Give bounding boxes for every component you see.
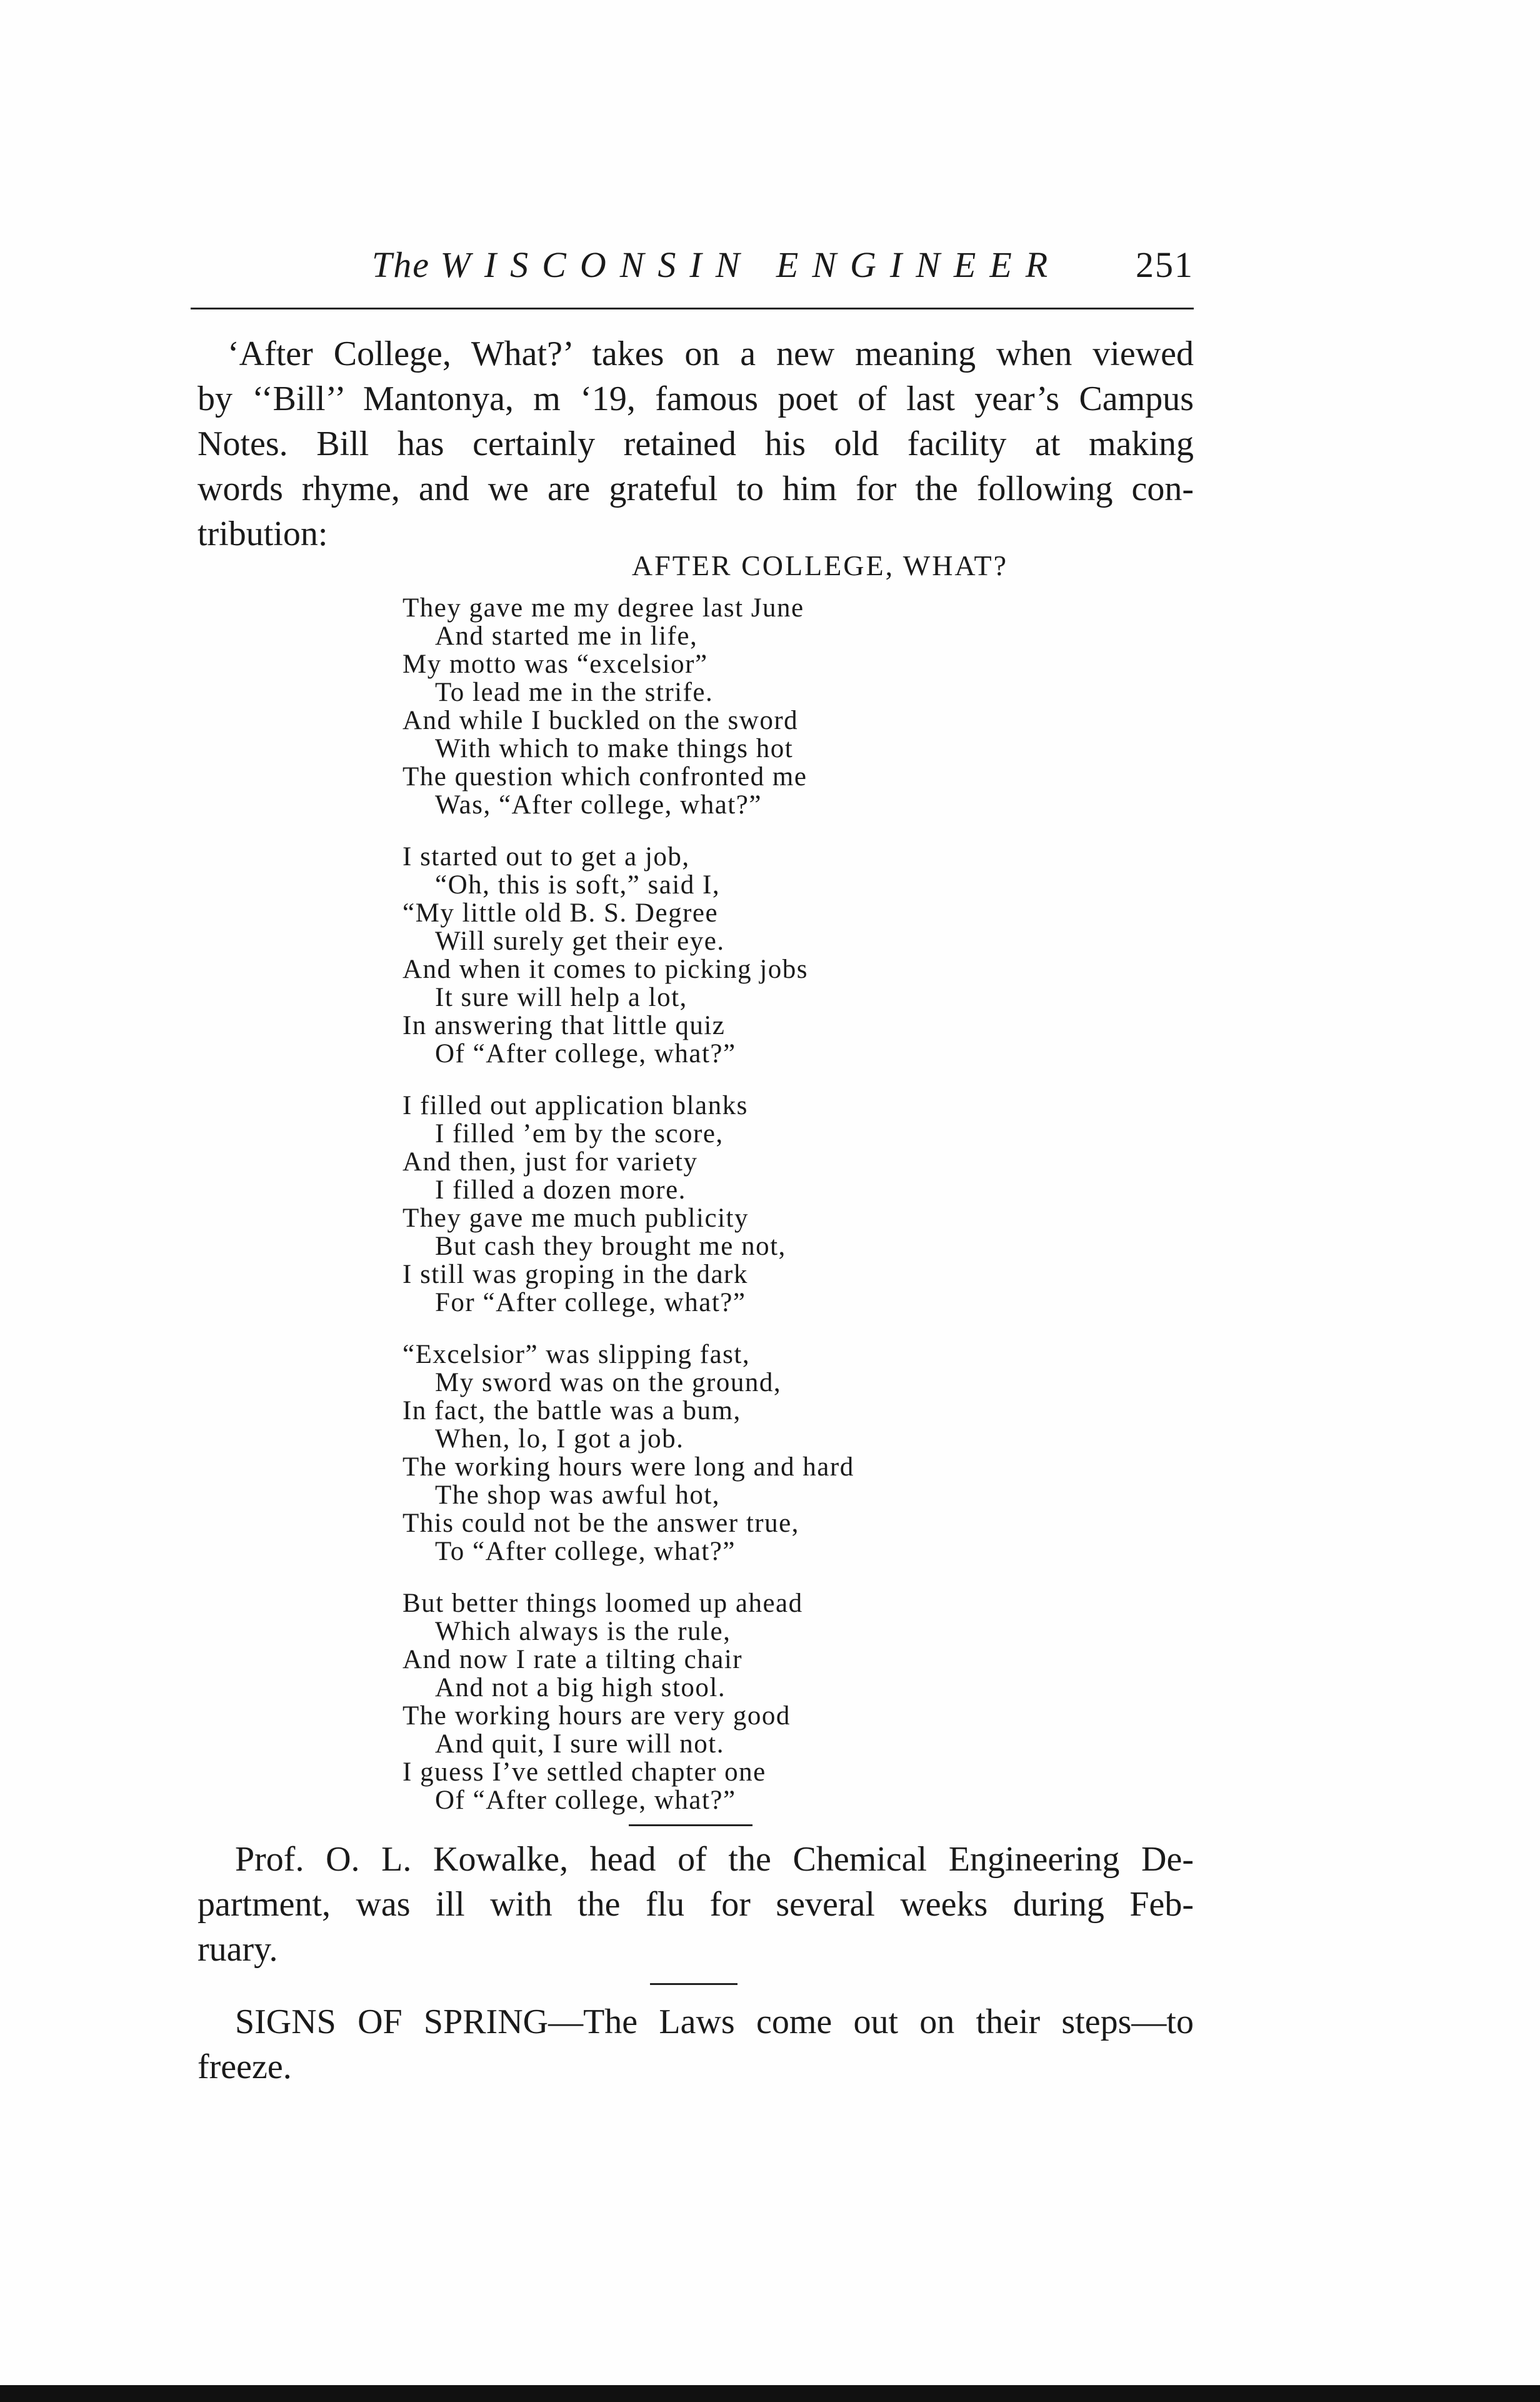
intro-line: Notes. Bill has certainly retained his old facility at making	[198, 425, 1194, 463]
running-title	[372, 244, 1061, 286]
poem-stanza	[402, 843, 854, 1068]
poem-verse: And now I rate a tilting chair	[402, 1645, 743, 1674]
intro-paragraph	[198, 331, 1194, 556]
note-line: Prof. O. L. Kowalke, head of the Chemical Engineering De-	[235, 1840, 1194, 1879]
separator-rule	[650, 1983, 738, 1985]
poem-stanza	[402, 1589, 854, 1814]
running-title-main: WISCONSIN ENGINEER	[440, 244, 1062, 285]
intro-line: tribution:	[198, 515, 328, 553]
poem-verse: And quit, I sure will not.	[435, 1729, 724, 1759]
poem-verse: And when it comes to picking jobs	[402, 955, 809, 984]
poem-verse: The shop was awful hot,	[435, 1480, 721, 1510]
header-rule	[191, 308, 1194, 309]
poem-verse: The working hours were long and hard	[402, 1452, 854, 1482]
poem-verse: Which always is the rule,	[435, 1617, 731, 1646]
poem-title: AFTER COLLEGE, WHAT?	[631, 550, 1009, 581]
poem-verse: “My little old B. S. Degree	[402, 898, 719, 928]
poem-verse: In fact, the battle was a bum,	[402, 1396, 741, 1425]
poem-verse: It sure will help a lot,	[435, 983, 688, 1012]
poem-verse: I guess I’ve settled chapter one	[402, 1757, 766, 1787]
note-kowalke	[198, 1837, 1194, 1972]
note-line: ruary.	[198, 1930, 278, 1969]
poem-verse: With which to make things hot	[435, 734, 794, 763]
poem-verse: I started out to get a job,	[402, 842, 690, 872]
poem-verse: Was, “After college, what?”	[435, 790, 762, 820]
note-line: partment, was ill with the flu for several weeks during Feb-	[198, 1885, 1194, 1924]
poem-verse: They gave me much publicity	[402, 1204, 749, 1233]
poem-verse: “Excelsior” was slipping fast,	[402, 1340, 751, 1369]
poem-verse: I still was groping in the dark	[402, 1260, 748, 1289]
poem-verse: Will surely get their eye.	[435, 927, 725, 956]
running-head	[191, 244, 1194, 294]
poem-verse: “Oh, this is soft,” said I,	[435, 870, 721, 900]
poem-verse: To lead me in the strife.	[435, 678, 714, 707]
poem-verse: But cash they brought me not,	[435, 1232, 786, 1261]
poem-verse: For “After college, what?”	[435, 1288, 746, 1317]
poem-verse: They gave me my degree last June	[402, 593, 804, 623]
intro-line: by ‘‘Bill’’ Mantonya, m ‘19, famous poet of last year’s Campus	[198, 379, 1194, 418]
poem-verse: To “After college, what?”	[435, 1537, 736, 1566]
poem-stanza	[402, 594, 854, 819]
poem-verse: And while I buckled on the sword	[402, 706, 799, 735]
separator-rule	[629, 1824, 752, 1826]
poem-verse: Of “After college, what?”	[435, 1786, 736, 1815]
note-line: freeze.	[198, 2048, 292, 2086]
poem-verse: The working hours are very good	[402, 1701, 791, 1731]
poem-verse: My sword was on the ground,	[435, 1368, 782, 1397]
note-signs-of-spring	[198, 1999, 1194, 2089]
poem-verse: And not a big high stool.	[435, 1673, 726, 1702]
poem-stanza	[402, 1340, 854, 1565]
intro-line: ‘After College, What?’ takes on a new meaning when viewed	[228, 334, 1194, 373]
poem-verse: And then, just for variety	[402, 1147, 698, 1177]
running-title-prefix: The	[372, 244, 430, 285]
page-number: 251	[1136, 244, 1194, 285]
poem-verse: The question which confronted me	[402, 762, 808, 791]
poem-verse: My motto was “excelsior”	[402, 650, 708, 679]
poem-verse: But better things loomed up ahead	[402, 1589, 803, 1618]
poem-verse: I filled ’em by the score,	[435, 1119, 724, 1148]
poem-stanza	[402, 1092, 854, 1317]
note-line: SIGNS OF SPRING—The Laws come out on their steps—to	[235, 2003, 1194, 2041]
poem	[402, 594, 854, 1838]
poem-verse: This could not be the answer true,	[402, 1509, 799, 1538]
poem-verse: And started me in life,	[435, 621, 698, 651]
poem-verse: In answering that little quiz	[402, 1011, 726, 1040]
poem-verse: Of “After college, what?”	[435, 1039, 736, 1068]
poem-verse: I filled a dozen more.	[435, 1175, 686, 1205]
poem-verse: I filled out application blanks	[402, 1091, 748, 1120]
scan-border	[0, 2385, 1540, 2402]
intro-line: words rhyme, and we are grateful to him for the following con-	[198, 470, 1194, 508]
poem-verse: When, lo, I got a job.	[435, 1424, 684, 1454]
